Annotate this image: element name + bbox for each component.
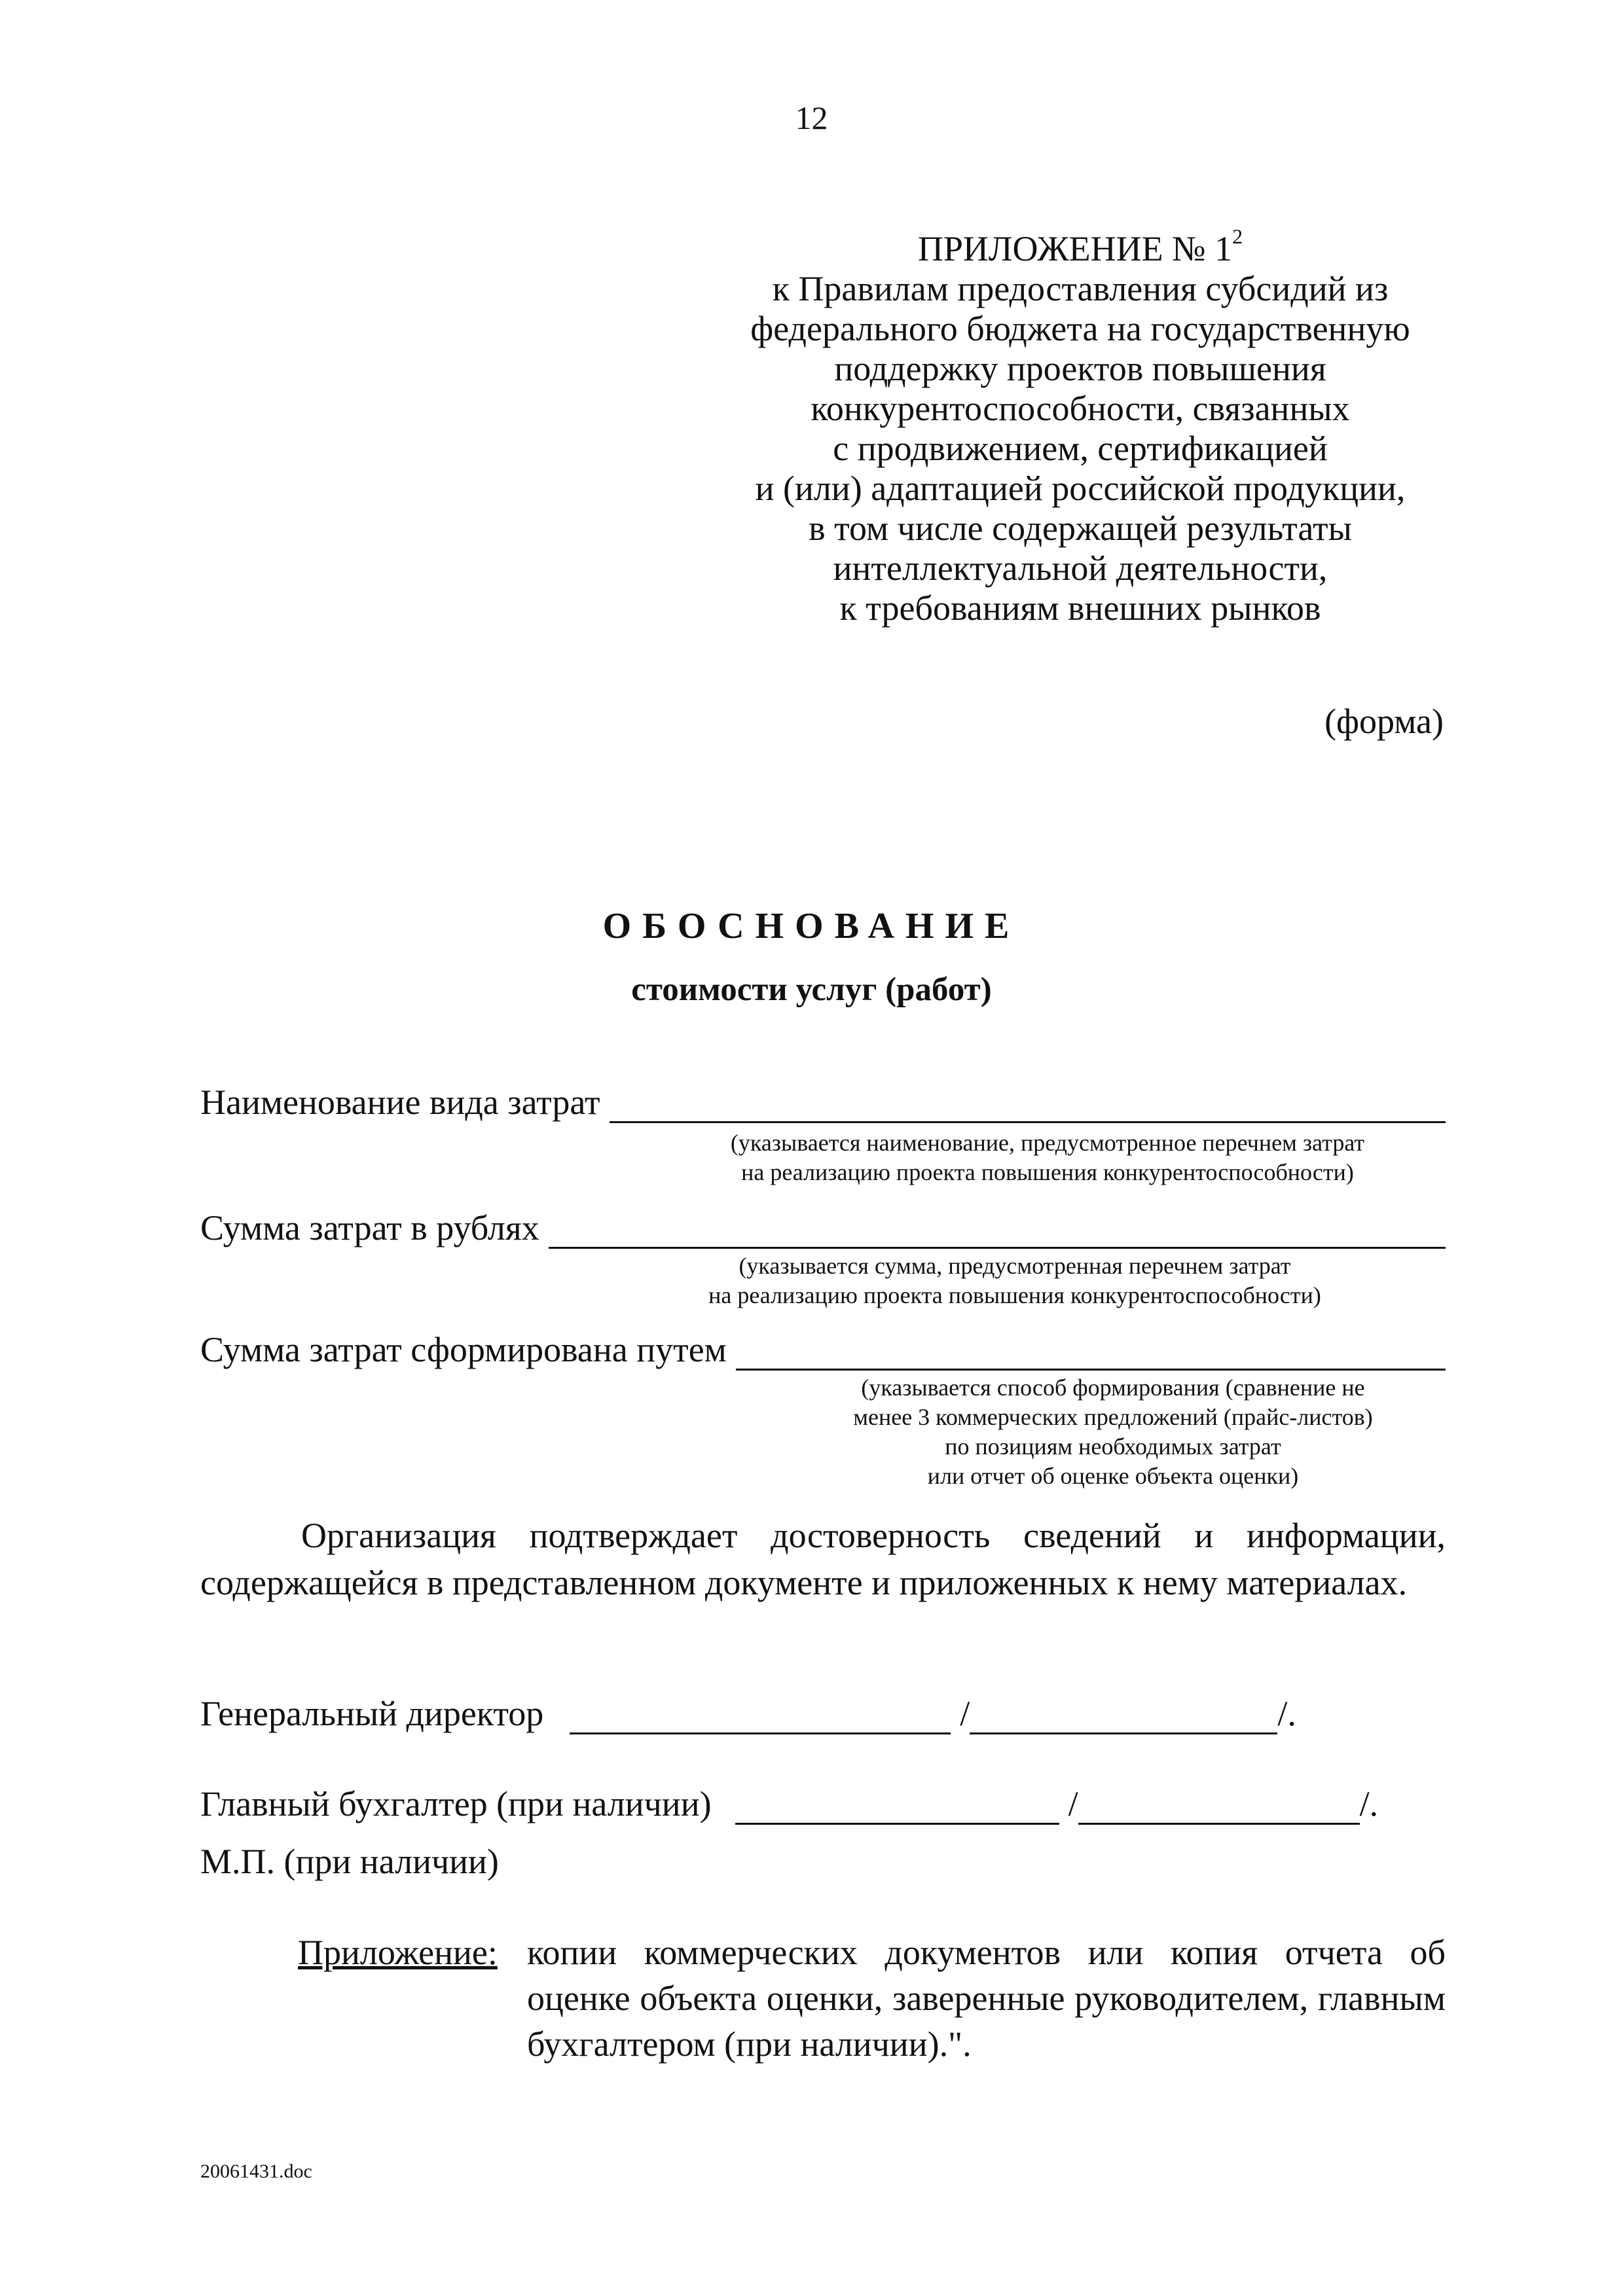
cost-method-hint <box>786 1373 1440 1491</box>
appendix-line: к требованиям внешних рынков <box>839 588 1321 628</box>
cost-type-hint <box>655 1128 1440 1187</box>
director-name-line[interactable] <box>970 1701 1277 1734</box>
hint-line: по позициям необходимых затрат <box>945 1433 1281 1460</box>
attachment-label: Приложение: <box>298 1933 498 1972</box>
appendix-header <box>655 224 1506 628</box>
hint-line: или отчет об оценке объекта оценки) <box>927 1463 1299 1489</box>
hint-line: (указывается сумма, предусмотренная перечнем затрат <box>739 1253 1291 1279</box>
cost-type-label: Наименование вида затрат <box>200 1083 600 1122</box>
accountant-signature-line[interactable] <box>735 1791 1059 1825</box>
accountant-signature-row <box>200 1783 1378 1825</box>
document-subtitle: стоимости услуг (работ) <box>631 971 992 1008</box>
appendix-line: интеллектуальной деятельности, <box>833 548 1328 588</box>
cost-amount-input-line[interactable] <box>549 1215 1446 1249</box>
cost-amount-hint <box>655 1251 1375 1310</box>
hint-line: на реализацию проекта повышения конкурентоспособности) <box>741 1159 1354 1185</box>
signature-end-mark: /. <box>1277 1694 1296 1733</box>
cost-type-field <box>200 1081 1446 1123</box>
document-title: ОБОСНОВАНИЕ <box>602 906 1021 946</box>
attachment-text: копии коммерческих документов или копия отчета об оценке объекта оценки, заверенные руководителем, главным бухгалтером (при наличии).". <box>527 1933 1446 2064</box>
hint-line: на реализацию проекта повышения конкурентоспособности) <box>708 1282 1321 1308</box>
director-signature-row <box>200 1693 1296 1734</box>
appendix-line: с продвижением, сертификацией <box>833 429 1328 468</box>
signature-end-mark: /. <box>1359 1784 1379 1823</box>
confirmation-paragraph: Организация подтверждает достоверность сведений и информации, содержащейся в представленном документе и приложенных к нему материалах. <box>200 1516 1446 1602</box>
page-number: 12 <box>795 99 828 136</box>
hint-line: менее 3 коммерческих предложений (прайс-листов) <box>853 1404 1373 1430</box>
appendix-line: и (или) адаптацией российской продукции, <box>755 469 1406 508</box>
appendix-line: конкурентоспособности, связанных <box>811 389 1350 428</box>
cost-type-input-line[interactable] <box>610 1090 1446 1123</box>
hint-line: (указывается способ формирования (сравнение не <box>861 1374 1365 1401</box>
hint-line: (указывается наименование, предусмотренное перечнем затрат <box>730 1130 1365 1156</box>
appendix-title-superscript: 2 <box>1232 224 1243 248</box>
appendix-line: к Правилам предоставления субсидий из <box>772 269 1389 308</box>
accountant-name-line[interactable] <box>1078 1791 1360 1825</box>
signature-separator: / <box>960 1694 970 1733</box>
appendix-line: федерального бюджета на государственную <box>750 309 1410 348</box>
signature-separator: / <box>1068 1784 1078 1823</box>
appendix-line: поддержку проектов повышения <box>834 349 1326 388</box>
cost-method-label: Сумма затрат сформирована путем <box>200 1330 727 1369</box>
appendix-title <box>655 224 1506 269</box>
appendix-line: в том числе содержащей результаты <box>809 509 1352 548</box>
stamp-note: М.П. (при наличии) <box>200 1842 499 1881</box>
cost-amount-field <box>200 1207 1446 1249</box>
cost-method-field <box>200 1329 1446 1371</box>
director-signature-line[interactable] <box>570 1701 951 1734</box>
director-label: Генеральный директор <box>200 1694 544 1733</box>
form-note: (форма) <box>1324 702 1444 741</box>
appendix-title-text: ПРИЛОЖЕНИЕ № 1 <box>917 229 1233 268</box>
footer-filename: 20061431.doc <box>200 2161 312 2182</box>
accountant-label: Главный бухгалтер (при наличии) <box>200 1784 712 1823</box>
cost-amount-label: Сумма затрат в рублях <box>200 1208 539 1247</box>
cost-method-input-line[interactable] <box>736 1337 1446 1371</box>
